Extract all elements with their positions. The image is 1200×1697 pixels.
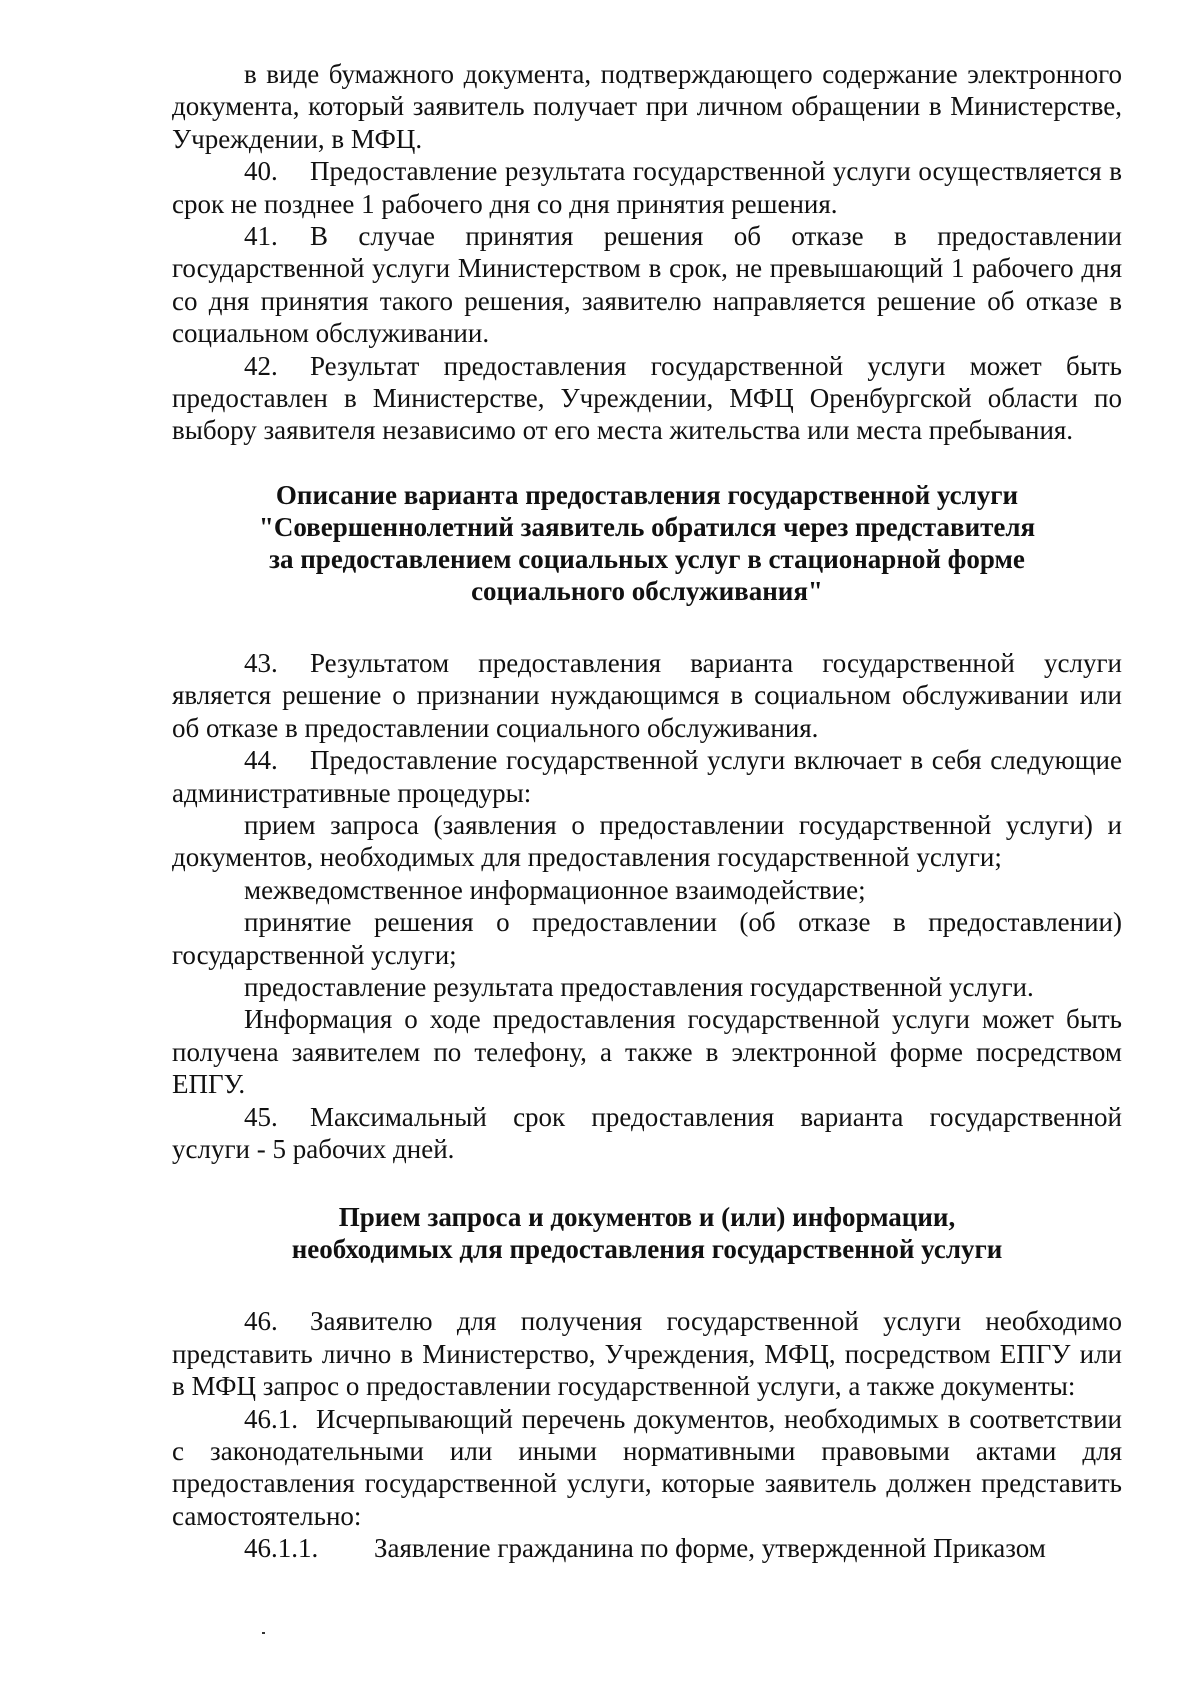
procedure-item: [172, 874, 1122, 906]
paragraph-continuation: [172, 58, 1122, 155]
paragraph-text: межведомственное информационное взаимодействие;: [244, 874, 866, 905]
heading-line: за предоставлением социальных услуг в стационарной форме: [269, 543, 1025, 574]
paragraph-text: В случае принятия решения об отказе в предоставлении государственной услуги Министерством в срок, не превышающий 1 рабочего дня со дня принятия такого решения, заявителю направляется решение об отказе в социальном обслуживании.: [172, 221, 1122, 349]
heading-line: социального обслуживания": [471, 575, 823, 606]
paragraph-number: 46.1.1.: [244, 1533, 319, 1564]
paragraph-40: [172, 155, 1122, 220]
paragraph-46-1: [172, 1403, 1122, 1533]
paragraph-text: принятие решения о предоставлении (об отказе в предоставлении) государственной услуги;: [172, 907, 1122, 970]
paragraph-text: Результат предоставления государственной услуги может быть предоставлен в Министерстве, Учреждении, МФЦ Оренбургской области по выбору заявителя независимо от его места жительства или места пребывания.: [172, 350, 1122, 446]
paragraph-43: [172, 647, 1122, 744]
paragraph-44: [172, 744, 1122, 809]
paragraph-text: Заявителю для получения государственной услуги необходимо представить лично в Министерство, Учреждения, МФЦ, посредством ЕПГУ или в МФЦ запрос о предоставлении государственной услуги, а также документы:: [172, 1306, 1122, 1402]
paragraph-45: [172, 1101, 1122, 1166]
paragraph-text: Предоставление государственной услуги включает в себя следующие административные процедуры:: [172, 745, 1122, 808]
paragraph-number: 46.: [244, 1306, 278, 1337]
paragraph-number: 46.1.: [244, 1403, 298, 1434]
heading-line: Описание варианта предоставления государственной услуги: [275, 479, 1019, 510]
paragraph-text: Предоставление результата государственной услуги осуществляется в срок не позднее 1 рабочего дня со дня принятия решения.: [172, 156, 1122, 219]
info-paragraph: [172, 1003, 1122, 1100]
paragraph-text: Заявление гражданина по форме, утвержденной Приказом: [374, 1533, 1046, 1564]
scan-speck: [262, 1632, 265, 1634]
spacer: [172, 1265, 1122, 1305]
paragraph-number: 42.: [244, 350, 278, 381]
heading-line: "Совершеннолетний заявитель обратился через представителя: [258, 511, 1036, 542]
procedure-item: [172, 971, 1122, 1003]
paragraph-42: [172, 350, 1122, 447]
paragraph-number: 43.: [244, 647, 278, 678]
paragraph-number: 40.: [244, 156, 278, 187]
paragraph-text: Максимальный срок предоставления варианта государственной услуги - 5 рабочих дней.: [172, 1101, 1122, 1164]
paragraph-number: 45.: [244, 1101, 278, 1132]
document-page: [172, 58, 1122, 1565]
spacer: [172, 1165, 1122, 1201]
paragraph-text: Результатом предоставления варианта государственной услуги является решение о признании нуждающимся в социальном обслуживании или об отказе в предоставлении социального обслуживания.: [172, 647, 1122, 743]
paragraph-text: прием запроса (заявления о предоставлении государственной услуги) и документов, необходимых для предоставления государственной услуги;: [172, 809, 1122, 873]
procedure-item: [172, 809, 1122, 874]
paragraph-text: Информация о ходе предоставления государственной услуги может быть получена заявителем по телефону, а также в электронной форме посредством ЕПГУ.: [172, 1004, 1122, 1100]
paragraph-text: предоставление результата предоставления государственной услуги.: [244, 971, 1034, 1002]
spacer: [172, 447, 1122, 479]
heading-line: необходимых для предоставления государственной услуги: [291, 1234, 1003, 1265]
section-heading-request: [172, 1201, 1122, 1265]
paragraph-41: [172, 220, 1122, 350]
heading-line: Прием запроса и документов и (или) информации,: [338, 1202, 956, 1233]
paragraph-46: [172, 1305, 1122, 1402]
spacer: [172, 607, 1122, 647]
paragraph-number: 44.: [244, 745, 278, 776]
paragraph-text: в виде бумажного документа, подтверждающего содержание электронного документа, который заявитель получает при личном обращении в Министерстве, Учреждении, в МФЦ.: [172, 59, 1122, 154]
procedure-item: [172, 906, 1122, 971]
section-heading-variant: [172, 479, 1122, 607]
paragraph-number: 41.: [244, 221, 278, 252]
paragraph-46-1-1: [172, 1532, 1122, 1564]
paragraph-text: Исчерпывающий перечень документов, необходимых в соответствии с законодательными или иными нормативными правовыми актами для предоставления государственной услуги, которые заявитель должен представить самостоятельно:: [172, 1403, 1122, 1531]
